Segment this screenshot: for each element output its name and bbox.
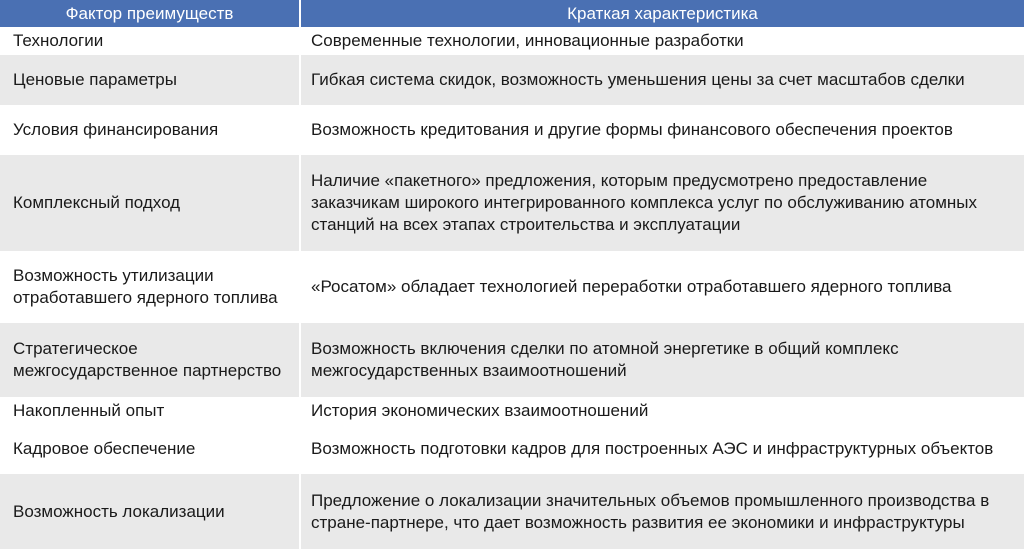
header-description: Краткая характеристика — [300, 0, 1024, 27]
factor-cell: Накопленный опыт — [0, 397, 300, 424]
factor-cell: Технологии — [0, 27, 300, 55]
header-factor: Фактор преимуществ — [0, 0, 300, 27]
description-cell: Современные технологии, инновационные разработки — [300, 27, 1024, 55]
description-cell: Возможность подготовки кадров для построенных АЭС и инфраструктурных объектов — [300, 424, 1024, 474]
table-row — [0, 323, 1024, 397]
table-row — [0, 424, 1024, 474]
factor-cell: Ценовые параметры — [0, 55, 300, 105]
factor-cell: Возможность утилизации отработавшего ядерного топлива — [0, 251, 300, 323]
table-row — [0, 155, 1024, 251]
factor-cell: Условия финансирования — [0, 105, 300, 155]
description-cell: Возможность включения сделки по атомной энергетике в общий комплекс межгосударственных взаимоотношений — [300, 323, 1024, 397]
description-cell: История экономических взаимоотношений — [300, 397, 1024, 424]
table-row — [0, 474, 1024, 549]
description-cell: Наличие «пакетного» предложения, которым предусмотрено предоставление заказчикам широкого интегрированного комплекса услуг по обслуживанию атомных станций на всех этапах строительства и эксплуатации — [300, 155, 1024, 251]
factor-cell: Комплексный подход — [0, 155, 300, 251]
description-cell: «Росатом» обладает технологией переработки отработавшего ядерного топлива — [300, 251, 1024, 323]
table-row — [0, 105, 1024, 155]
header-row — [0, 0, 1024, 27]
table-row — [0, 397, 1024, 424]
table-header — [0, 0, 1024, 27]
description-cell: Предложение о локализации значительных объемов промышленного производства в стране-партнере, что дает возможность развития ее экономики и инфраструктуры — [300, 474, 1024, 549]
table-row — [0, 27, 1024, 55]
table-body — [0, 27, 1024, 549]
factor-cell: Возможность локализации — [0, 474, 300, 549]
description-cell: Возможность кредитования и другие формы финансового обеспечения проектов — [300, 105, 1024, 155]
factor-cell: Стратегическое межгосударственное партнерство — [0, 323, 300, 397]
table-row — [0, 55, 1024, 105]
description-cell: Гибкая система скидок, возможность уменьшения цены за счет масштабов сделки — [300, 55, 1024, 105]
table-row — [0, 251, 1024, 323]
factor-cell: Кадровое обеспечение — [0, 424, 300, 474]
